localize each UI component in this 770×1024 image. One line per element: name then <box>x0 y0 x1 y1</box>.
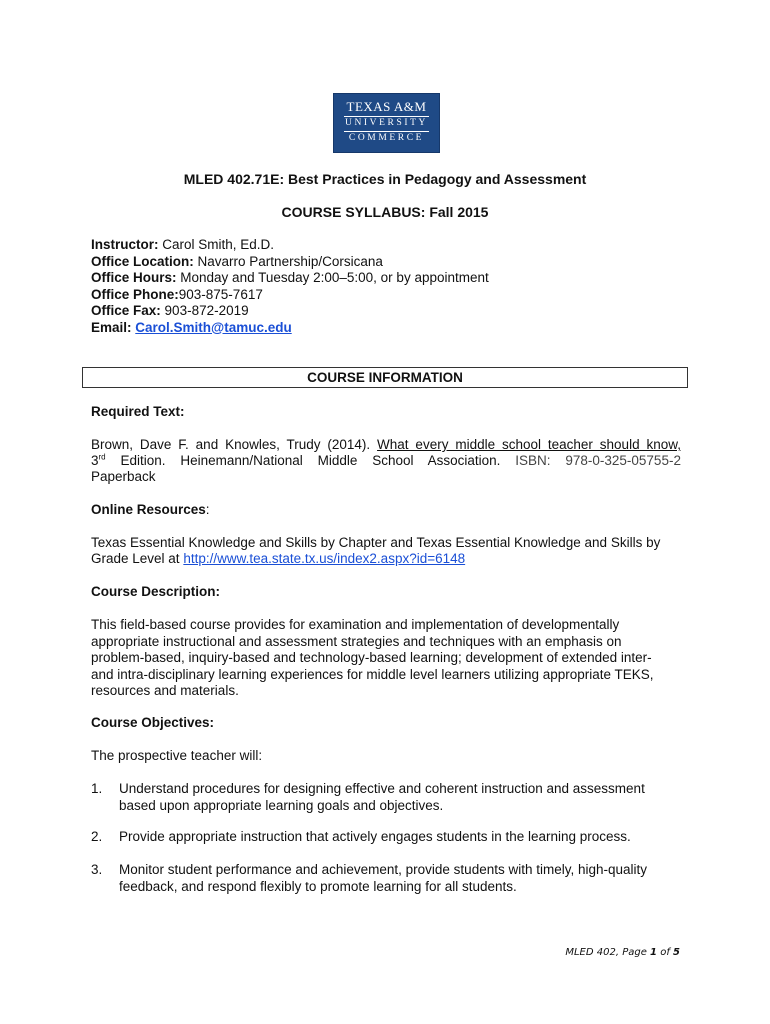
edition-suffix: rd <box>98 452 106 462</box>
book-isbn: ISBN: 978-0-325-05755-2 <box>515 453 681 468</box>
office-hours-label: Office Hours: <box>91 270 177 285</box>
office-phone-value: 903-875-7617 <box>178 286 263 302</box>
objective-text <box>119 829 679 846</box>
objective-line: feedback, and respond flexibly to promote learning for all students. <box>119 878 517 894</box>
tea-link[interactable]: http://www.tea.state.tx.us/index2.aspx?id=6148 <box>183 551 466 566</box>
footer-of: of <box>660 947 670 958</box>
instructor-value: Carol Smith, Ed.D. <box>162 237 275 252</box>
course-description-line: and intra-disciplinary learning experiences for middle level learners utilizing appropriate TEKS, <box>91 666 654 682</box>
footer-page-number: 1 <box>650 947 658 958</box>
footer-page-total: 5 <box>673 947 680 958</box>
logo-line-2: UNIVERSITY <box>345 118 428 128</box>
course-information-heading: COURSE INFORMATION <box>82 367 688 388</box>
email-link[interactable]: Carol.Smith@tamuc.edu <box>135 319 292 335</box>
book-title: What every middle school teacher should know, <box>377 437 681 452</box>
course-description-heading-text: Course Description: <box>91 584 221 599</box>
objective-line: based upon appropriate learning goals and objectives. <box>119 797 444 813</box>
online-resources-line-2 <box>91 551 681 568</box>
email-label: Email: <box>91 319 132 335</box>
objective-item <box>91 781 681 815</box>
course-objectives-heading-text: Course Objectives: <box>91 715 215 730</box>
course-description-heading <box>91 584 681 601</box>
objective-number: 1. <box>91 781 103 796</box>
objective-item <box>91 829 681 847</box>
instructor-row <box>91 237 489 254</box>
office-location-row <box>91 254 489 271</box>
objective-line: Monitor student performance and achievement, provide students with timely, high-quality <box>119 862 648 877</box>
course-description-body <box>91 617 681 700</box>
office-hours-value: Monday and Tuesday 2:00–5:00, or by appointment <box>180 270 489 285</box>
course-objectives-intro: The prospective teacher will: <box>91 748 263 763</box>
office-phone-row <box>91 287 489 304</box>
objective-number: 2. <box>91 829 103 844</box>
objective-line: Understand procedures for designing effective and coherent instruction and assessment <box>119 781 645 796</box>
objective-number: 3. <box>91 862 103 877</box>
email-row <box>91 320 489 337</box>
course-description-line: This field-based course provides for examination and implementation of developmentally <box>91 617 620 632</box>
online-resources-text: Texas Essential Knowledge and Skills by Chapter and Texas Essential Knowledge and Skills by <box>91 535 661 550</box>
edition-number: 3 <box>91 453 99 468</box>
required-text-line-2 <box>91 453 681 470</box>
instructor-info <box>91 237 489 336</box>
online-resources-text-2: Grade Level at <box>91 551 180 566</box>
required-text-heading-text: Required Text: <box>91 404 185 419</box>
office-fax-label: Office Fax: <box>91 303 161 318</box>
edition-word: Edition. <box>120 453 166 468</box>
objective-line: Provide appropriate instruction that actively engages students in the learning process. <box>119 829 631 844</box>
book-authors: Brown, Dave F. and Knowles, Trudy (2014). <box>91 437 371 452</box>
office-phone-label: Office Phone: <box>91 286 179 302</box>
book-publisher: Heinemann/National Middle School Association. <box>180 453 501 468</box>
course-description-line: resources and materials. <box>91 683 239 698</box>
objective-item <box>91 862 681 896</box>
office-location-label: Office Location: <box>91 253 194 269</box>
syllabus-subtitle: COURSE SYLLABUS: Fall 2015 <box>281 204 489 220</box>
office-location-value: Navarro Partnership/Corsicana <box>197 253 383 269</box>
office-fax-row <box>91 303 489 320</box>
tamuc-logo <box>333 93 440 153</box>
instructor-label: Instructor: <box>91 237 159 252</box>
logo-line-3: COMMERCE <box>348 133 425 143</box>
course-description-line: appropriate instructional and assessment strategies and techniques with an emphasis on <box>91 633 622 649</box>
online-resources-heading-text: Online Resources <box>91 502 206 517</box>
required-text-line-1 <box>91 437 681 454</box>
course-description-line: problem-based, inquiry-based and technology-based learning; development of extended inter- <box>91 650 652 665</box>
book-format: Paperback <box>91 469 156 484</box>
required-text-heading <box>91 404 681 421</box>
office-hours-row <box>91 270 489 287</box>
course-title: MLED 402.71E: Best Practices in Pedagogy and Assessment <box>183 171 587 187</box>
objective-text <box>119 862 679 895</box>
online-resources-heading <box>91 502 681 519</box>
footer-course: MLED 402, Page <box>565 947 647 958</box>
page-footer <box>560 947 680 958</box>
objective-text <box>119 781 679 814</box>
course-objectives-heading <box>91 715 681 732</box>
logo-line-1: TEXAS A&M <box>346 99 427 114</box>
book-edition <box>91 453 166 468</box>
online-resources-colon: : <box>205 502 210 517</box>
office-fax-value: 903-872-2019 <box>164 303 249 318</box>
